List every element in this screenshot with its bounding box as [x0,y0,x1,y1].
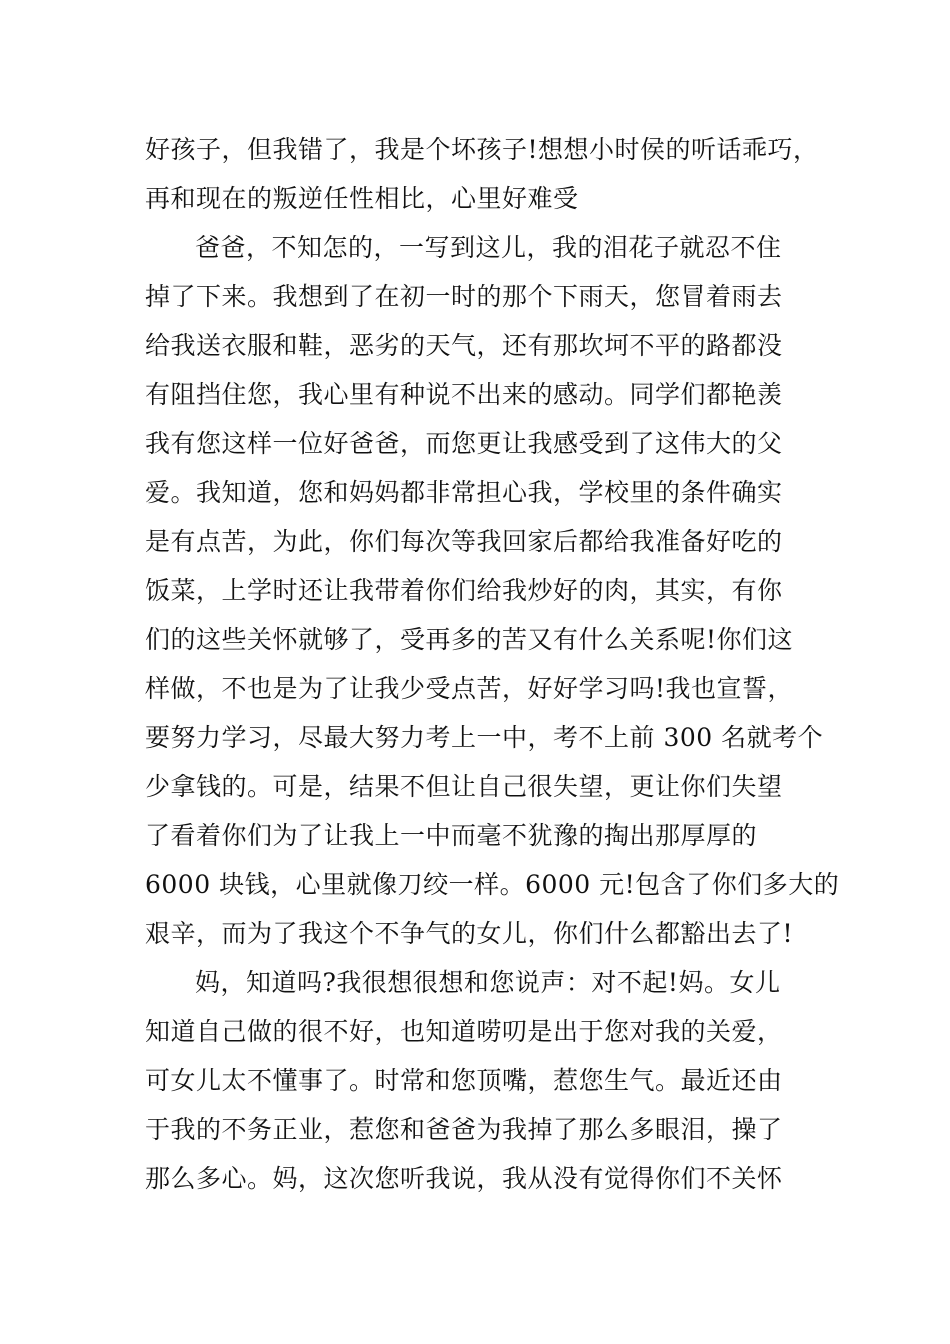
text-line: 再和现在的叛逆任性相比，心里好难受 [145,184,579,213]
text-line: 样做，不也是为了让我少受点苦，好好学习吗!我也宣誓， [145,674,794,703]
text-line: 了看着你们为了让我上一中而毫不犹豫的掏出那厚厚的 [145,821,758,850]
text-line: 好孩子，但我错了，我是个坏孩子!想想小时侯的听话乖巧， [145,135,819,164]
text-line: 那么多心。妈，这次您听我说，我从没有觉得你们不关怀 [145,1164,783,1193]
paragraph-start-line: 妈，知道吗?我很想很想和您说声：对不起!妈。女儿 [195,968,781,997]
text-line: 可女儿太不懂事了。时常和您顶嘴，惹您生气。最近还由 [145,1066,783,1095]
text-line: 少拿钱的。可是，结果不但让自己很失望，更让你们失望 [145,772,783,801]
text-line: 我有您这样一位好爸爸，而您更让我感受到了这伟大的父 [145,429,783,458]
text-line: 6000 块钱，心里就像刀绞一样。6000 元!包含了你们多大的 [145,870,840,899]
text-line: 爱。我知道，您和妈妈都非常担心我，学校里的条件确实 [145,478,783,507]
text-line: 们的这些关怀就够了，受再多的苦又有什么关系呢!你们这 [145,625,794,654]
text-line: 给我送衣服和鞋，恶劣的天气，还有那坎坷不平的路都没 [145,331,783,360]
text-line: 是有点苦，为此，你们每次等我回家后都给我准备好吃的 [145,527,783,556]
text-line: 要努力学习，尽最大努力考上一中，考不上前 300 名就考个 [145,723,824,752]
text-line: 有阻挡住您，我心里有种说不出来的感动。同学们都艳羡 [145,380,783,409]
text-line: 掉了下来。我想到了在初一时的那个下雨天，您冒着雨去 [145,282,783,311]
text-line: 艰辛，而为了我这个不争气的女儿，你们什么都豁出去了! [145,919,794,948]
text-line: 知道自己做的很不好，也知道唠叨是出于您对我的关爱， [145,1017,783,1046]
text-line: 饭菜，上学时还让我带着你们给我炒好的肉，其实，有你 [145,576,783,605]
text-line: 于我的不务正业，惹您和爸爸为我掉了那么多眼泪，操了 [145,1115,783,1144]
paragraph-start-line: 爸爸，不知怎的，一写到这儿，我的泪花子就忍不住 [195,233,782,262]
